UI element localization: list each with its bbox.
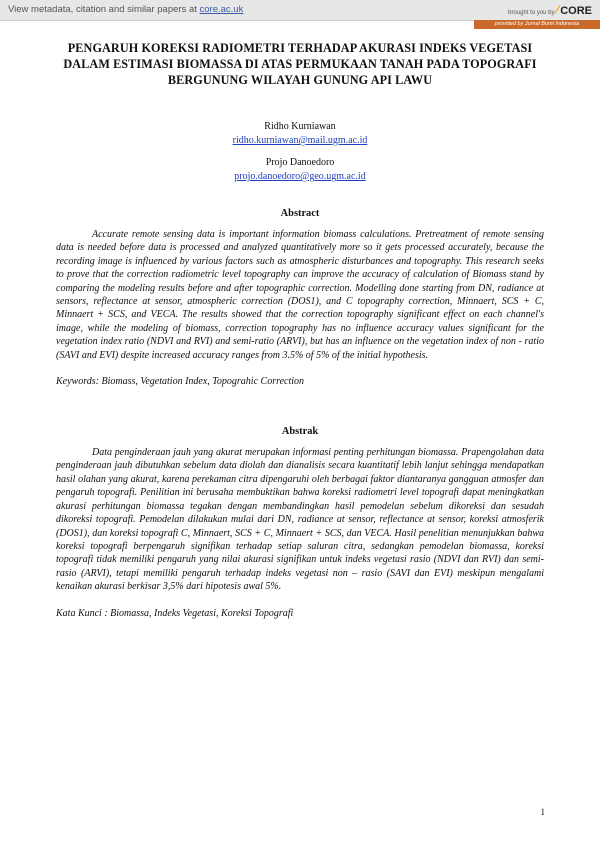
- author-list: [56, 120, 544, 184]
- abstrak-body: Data penginderaan jauh yang akurat merupakan informasi penting perhitungan biomassa. Prapengolahan data penginderaan jauh dibutuhkan sebelum data diolah dan dianalisis secara kuantitatif lebih lanjut sehingga mendapatkan hasil olahan yang akurat, karena perekaman citra dipengaruhi oleh berbagai faktor diantaranya gangguan atmosfer dan pengaruh topografi. Penilitian ini berusaha membuktikan bahwa koreksi radiometri level topografi dapat meningkatkan akurasi perhitungan biomassa tegakan dengan membandingkan hasil pemodelan sebelum dikoreksi dan sesudah dikoreksi topografi. Pemodelan dilakukan mulai dari DN, radiance at sensor, reflectance at sensor, koreksi atmosferik (DOS1), dan koreksi topografi C, Minnaert, SCS + C, Minnaert + SCS, dan VECA. Hasil penelitian menunjukkan bahwa koreksi topografi berpengaruh signifikan terhadap setiap saluran citra, sedangkan pemodelan biomassa, koreksi topografi tidak memiliki pengaruh yang nilai akurasi signifikan untuk indeks vegetasi rasio (NDVI dan RVI) dan semi-rasio (ARVI), tetapi memiliki pengaruh terhadap indeks vegetasi non – rasio (SAVI dan EVI) meskipun mengalami kenaikan akurasi berkisar 3,5% dari hipotesis awal 5%.: [56, 447, 544, 593]
- provided-by-bar[interactable]: provided by Jurnal Bumi Indonesia: [474, 20, 600, 29]
- abstrak-keywords: Kata Kunci : Biomassa, Indeks Vegetasi, Koreksi Topografi: [56, 607, 294, 619]
- abstrak-heading: Abstrak: [281, 426, 319, 438]
- banner-label: View metadata, citation and similar papers at: [8, 4, 200, 15]
- banner-text: [8, 4, 243, 15]
- author-email-link[interactable]: projo.danoedoro@geo.ugm.ac.id: [234, 171, 366, 182]
- page-number: 1: [540, 807, 545, 817]
- author-email-link[interactable]: ridho.kurniawan@mail.ugm.ac.id: [232, 135, 368, 146]
- metadata-banner: [0, 0, 600, 21]
- author-name: Projo Danoedoro: [265, 157, 335, 168]
- author-block: [56, 120, 544, 148]
- core-logo-text: CORE: [560, 5, 592, 17]
- core-logo-icon: ⁄: [556, 3, 559, 17]
- paper-page: [56, 40, 544, 620]
- author-name: Ridho Kurniawan: [264, 121, 336, 132]
- author-block: [56, 156, 544, 184]
- paper-title: PENGARUH KOREKSI RADIOMETRI TERHADAP AKURASI INDEKS VEGETASI DALAM ESTIMASI BIOMASSA DI ATAS PERMUKAAN TANAH PADA TOPOGRAFI BERGUNUNG WILAYAH GUNUNG API LAWU: [63, 41, 537, 87]
- abstract-body: Accurate remote sensing data is important information biomass calculations. Pretreatment of remote sensing data is needed before data is processed and analyzed quantitatively more so it gets processed accurately, because the recording image is influenced by various factors such as atmospheric disturbances and topography. This research seeks to prove that the correction radiometric level topography can improve the accuracy of calculation of Biomass stand by comparing the modeling results before and after topographic correction. Modelling done starting from DN, radiance at sensors, reflectance at sensor, atmospheric correction (DOS1), and C topography correction, Minnaert, SCS + C, Minnaert + SCS, and VECA. The results showed that the correction topography significant effect on each channel's image, while the modeling of biomass, correction topography has no influence accuracy values significant for the vegetation index ratio (NDVI and RVI) and semi-ratio (ARVI), but has an influence on the vegetation index of non - ratio (SAVI and EVI) despite increased accuracy ranges from 3.5% of 5% of the initial hypothesis.: [56, 229, 544, 361]
- core-logo[interactable]: [508, 3, 592, 17]
- abstract-heading: Abstract: [280, 208, 320, 219]
- core-link[interactable]: core.ac.uk: [199, 4, 244, 15]
- brought-by-text: brought to you by: [508, 10, 555, 16]
- abstract-keywords: Keywords: Biomass, Vegetation Index, Topograhic Correction: [56, 376, 305, 388]
